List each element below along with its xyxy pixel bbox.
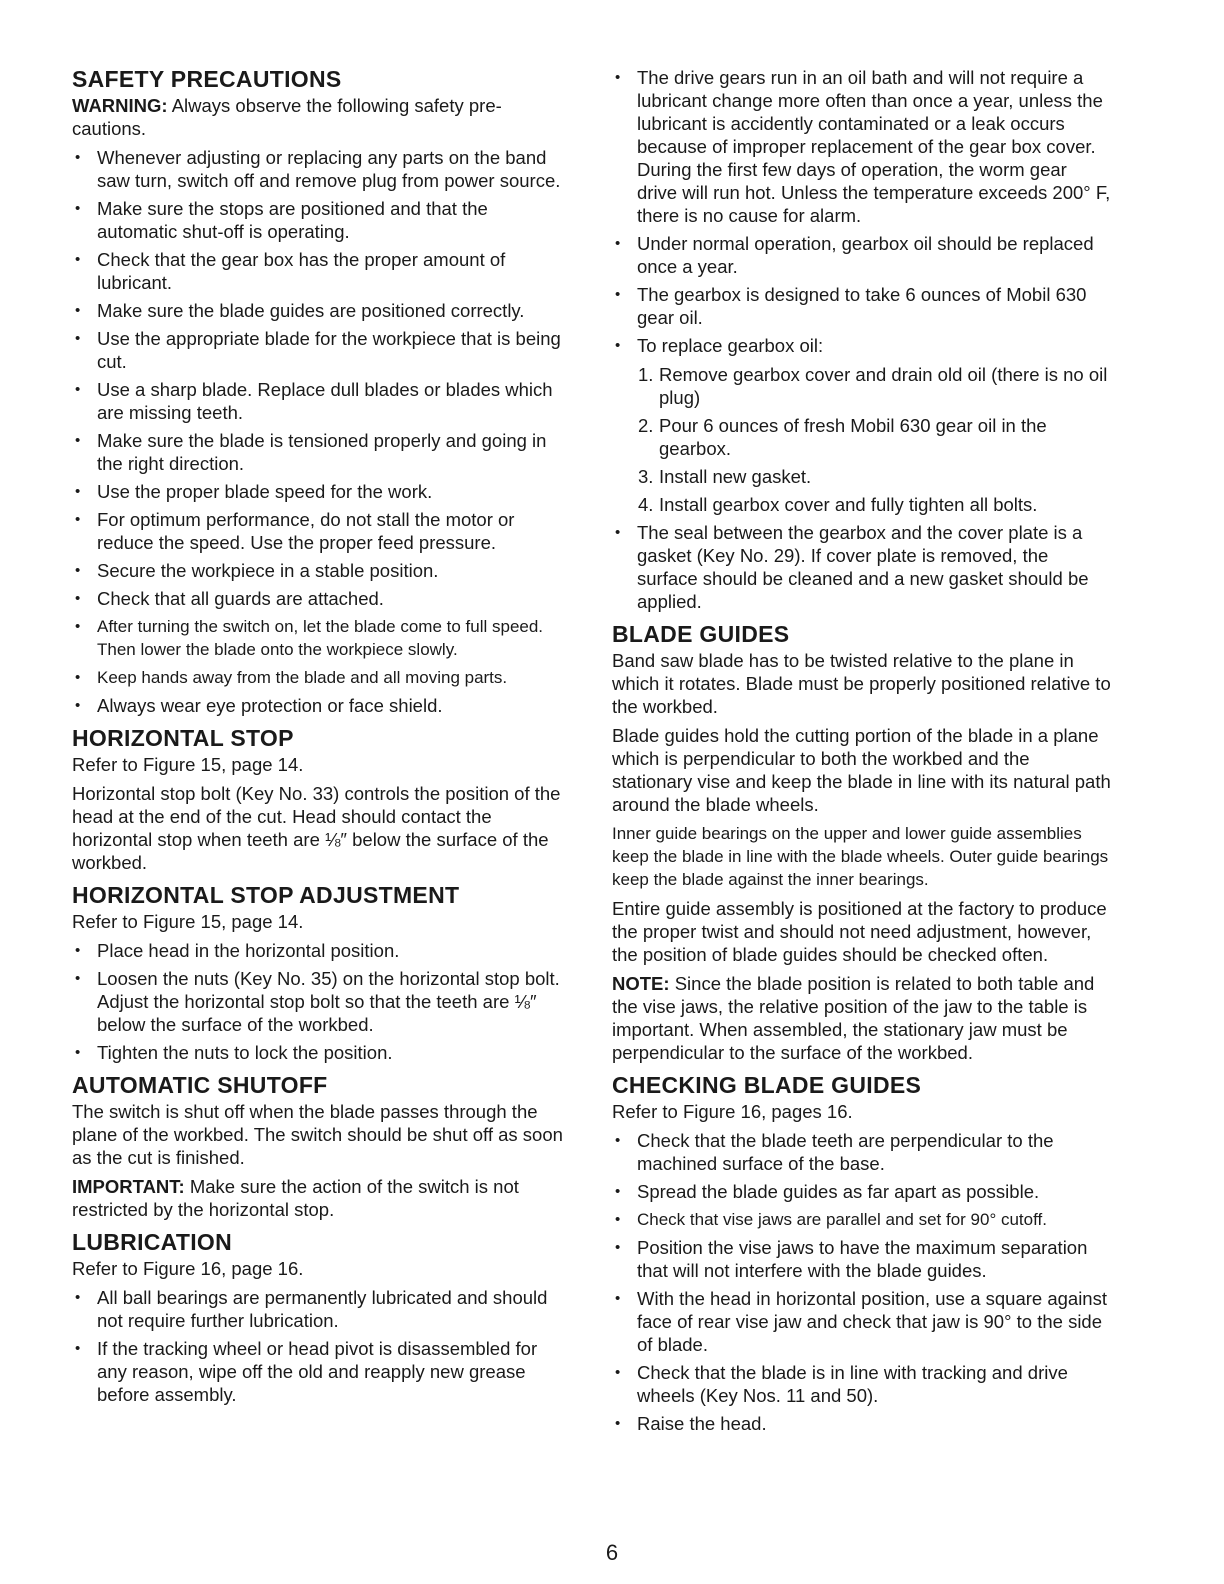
step-text: Install gearbox cover and fully tighten all bolts. — [659, 494, 1038, 515]
horizontal-stop-adjustment-title: HORIZONTAL STOP ADJUSTMENT — [72, 882, 460, 908]
blade-guides-section — [612, 621, 1112, 1064]
step-item — [612, 465, 1112, 488]
warning-label: WARNING: — [72, 95, 168, 116]
list-item: • Keep hands away from the blade and all moving parts. — [72, 666, 572, 689]
automatic-shutoff-section — [72, 1072, 572, 1221]
important-note — [72, 1175, 572, 1221]
safety-warning — [72, 94, 572, 140]
lubrication-section — [72, 1229, 572, 1406]
warning-text: Always observe the following safety pre-cautions. — [72, 95, 502, 139]
safety-title: SAFETY PRECAUTIONS — [72, 66, 342, 92]
step-text: Pour 6 ounces of fresh Mobil 630 gear oil in the gearbox. — [659, 415, 1047, 459]
horizontal-stop-adjustment-ref: Refer to Figure 15, page 14. — [72, 911, 304, 932]
blade-guides-note — [612, 972, 1112, 1064]
list-item: • All ball bearings are permanently lubricated and should not require further lubrication. — [72, 1286, 572, 1332]
list-item: • Place head in the horizontal position. — [72, 939, 572, 962]
list-item: • The gearbox is designed to take 6 ounces of Mobil 630 gear oil. — [612, 283, 1112, 329]
page-number: 6 — [605, 1540, 619, 1565]
list-item: • Under normal operation, gearbox oil should be replaced once a year. — [612, 232, 1112, 278]
step-text: Remove gearbox cover and drain old oil (there is no oil plug) — [659, 364, 1108, 408]
horizontal-stop-text: Horizontal stop bolt (Key No. 33) controls the position of the head at the end of the cut. Head should contact the horizontal stop when teeth are ⅛″ below the surface of the workbed. — [72, 783, 561, 873]
list-item: • Spread the blade guides as far apart as possible. — [612, 1180, 1112, 1203]
step-number: 2. — [638, 415, 654, 436]
list-item: • Whenever adjusting or replacing any parts on the band saw turn, switch off and remove plug from power source. — [72, 146, 572, 192]
note-label: NOTE: — [612, 973, 670, 994]
blade-guides-p2: Blade guides hold the cutting portion of the blade in a plane which is perpendicular to both the workbed and the stationary vise and keep the blade in line with its natural path around the blade wheels. — [612, 725, 1111, 815]
list-item: • With the head in horizontal position, use a square against face of rear vise jaw and check that jaw is 90° to the side of blade. — [612, 1287, 1112, 1356]
list-item: • Make sure the stops are positioned and that the automatic shut-off is operating. — [72, 197, 572, 243]
step-number: 3. — [638, 466, 654, 487]
horizontal-stop-title: HORIZONTAL STOP — [72, 725, 294, 751]
horizontal-stop-ref: Refer to Figure 15, page 14. — [72, 754, 304, 775]
list-item: • Raise the head. — [612, 1412, 1112, 1435]
checking-list — [612, 1129, 1112, 1435]
left-column — [72, 66, 572, 1412]
list-item: • Check that vise jaws are parallel and set for 90° cutoff. — [612, 1208, 1112, 1231]
list-item: • Check that all guards are attached. — [72, 587, 572, 610]
blade-guides-p1: Band saw blade has to be twisted relative to the plane in which it rotates. Blade must be properly positioned relative to the workbed. — [612, 650, 1111, 717]
list-item: • Use the proper blade speed for the work. — [72, 480, 572, 503]
lubrication-list — [72, 1286, 572, 1406]
list-item: • Check that the blade teeth are perpendicular to the machined surface of the base. — [612, 1129, 1112, 1175]
automatic-shutoff-title: AUTOMATIC SHUTOFF — [72, 1072, 328, 1098]
right-column — [612, 66, 1112, 1441]
blade-guides-p3: Inner guide bearings on the upper and lower guide assemblies keep the blade in line with the blade wheels. Outer guide bearings keep the blade against the inner bearings. — [612, 824, 1109, 889]
horizontal-stop-section — [72, 725, 572, 874]
list-item: • Check that the blade is in line with tracking and drive wheels (Key Nos. 11 and 50). — [612, 1361, 1112, 1407]
list-item: • The seal between the gearbox and the cover plate is a gasket (Key No. 29). If cover plate is removed, the surface should be cleaned and a new gasket should be applied. — [612, 521, 1112, 613]
step-number: 1. — [638, 364, 654, 385]
step-item — [612, 493, 1112, 516]
list-item: • Check that the gear box has the proper amount of lubricant. — [72, 248, 572, 294]
step-number: 4. — [638, 494, 654, 515]
blade-guides-title: BLADE GUIDES — [612, 621, 790, 647]
checking-blade-guides-title: CHECKING BLADE GUIDES — [612, 1072, 922, 1098]
safety-list — [72, 146, 572, 717]
list-item: • Use a sharp blade. Replace dull blades or blades which are missing teeth. — [72, 378, 572, 424]
lubrication-cont-list — [612, 66, 1112, 357]
list-item: • Make sure the blade is tensioned properly and going in the right direction. — [72, 429, 572, 475]
list-item: • Always wear eye protection or face shield. — [72, 694, 572, 717]
list-item: • Make sure the blade guides are positioned correctly. — [72, 299, 572, 322]
step-text: Install new gasket. — [659, 466, 812, 487]
checking-blade-guides-section — [612, 1072, 1112, 1435]
important-label: IMPORTANT: — [72, 1176, 185, 1197]
list-item: • For optimum performance, do not stall the motor or reduce the speed. Use the proper feed pressure. — [72, 508, 572, 554]
note-text: Since the blade position is related to both table and the vise jaws, the relative position of the jaw to the table is important. When assembled, the stationary jaw must be perpendicular to the surface of the workbed. — [612, 973, 1095, 1063]
seal-list — [612, 521, 1112, 613]
adjustment-list — [72, 939, 572, 1064]
list-item: • After turning the switch on, let the blade come to full speed. Then lower the blade onto the workpiece slowly. — [72, 615, 572, 661]
list-item: • The drive gears run in an oil bath and will not require a lubricant change more often than once a year, unless the lubricant is accidently contaminated or a leak occurs because of improper replacement of the gear box cover. During the first few days of operation, the worm gear drive will run hot. Unless the temperature exceeds 200° F, there is no cause for alarm. — [612, 66, 1112, 227]
step-item — [612, 414, 1112, 460]
blade-guides-p4: Entire guide assembly is positioned at the factory to produce the proper twist and should not need adjustment, however, the position of blade guides should be checked often. — [612, 898, 1107, 965]
list-item: • Loosen the nuts (Key No. 35) on the horizontal stop bolt. Adjust the horizontal stop bolt so that the teeth are ⅛″ below the surface of the workbed. — [72, 967, 572, 1036]
lubrication-ref: Refer to Figure 16, page 16. — [72, 1258, 304, 1279]
list-item: • To replace gearbox oil: — [612, 334, 1112, 357]
checking-blade-guides-ref: Refer to Figure 16, pages 16. — [612, 1101, 853, 1122]
step-item — [612, 363, 1112, 409]
list-item: • Use the appropriate blade for the workpiece that is being cut. — [72, 327, 572, 373]
list-item: • Position the vise jaws to have the maximum separation that will not interfere with the blade guides. — [612, 1236, 1112, 1282]
gearbox-steps — [612, 363, 1112, 516]
lubrication-title: LUBRICATION — [72, 1229, 233, 1255]
list-item: • If the tracking wheel or head pivot is disassembled for any reason, wipe off the old and reapply new grease before assembly. — [72, 1337, 572, 1406]
important-text: Make sure the action of the switch is not restricted by the horizontal stop. — [72, 1176, 519, 1220]
automatic-shutoff-text: The switch is shut off when the blade passes through the plane of the workbed. The switch should be shut off as soon as the cut is finished. — [72, 1101, 563, 1168]
list-item: • Secure the workpiece in a stable position. — [72, 559, 572, 582]
list-item: • Tighten the nuts to lock the position. — [72, 1041, 572, 1064]
horizontal-stop-adjustment-section — [72, 882, 572, 1064]
